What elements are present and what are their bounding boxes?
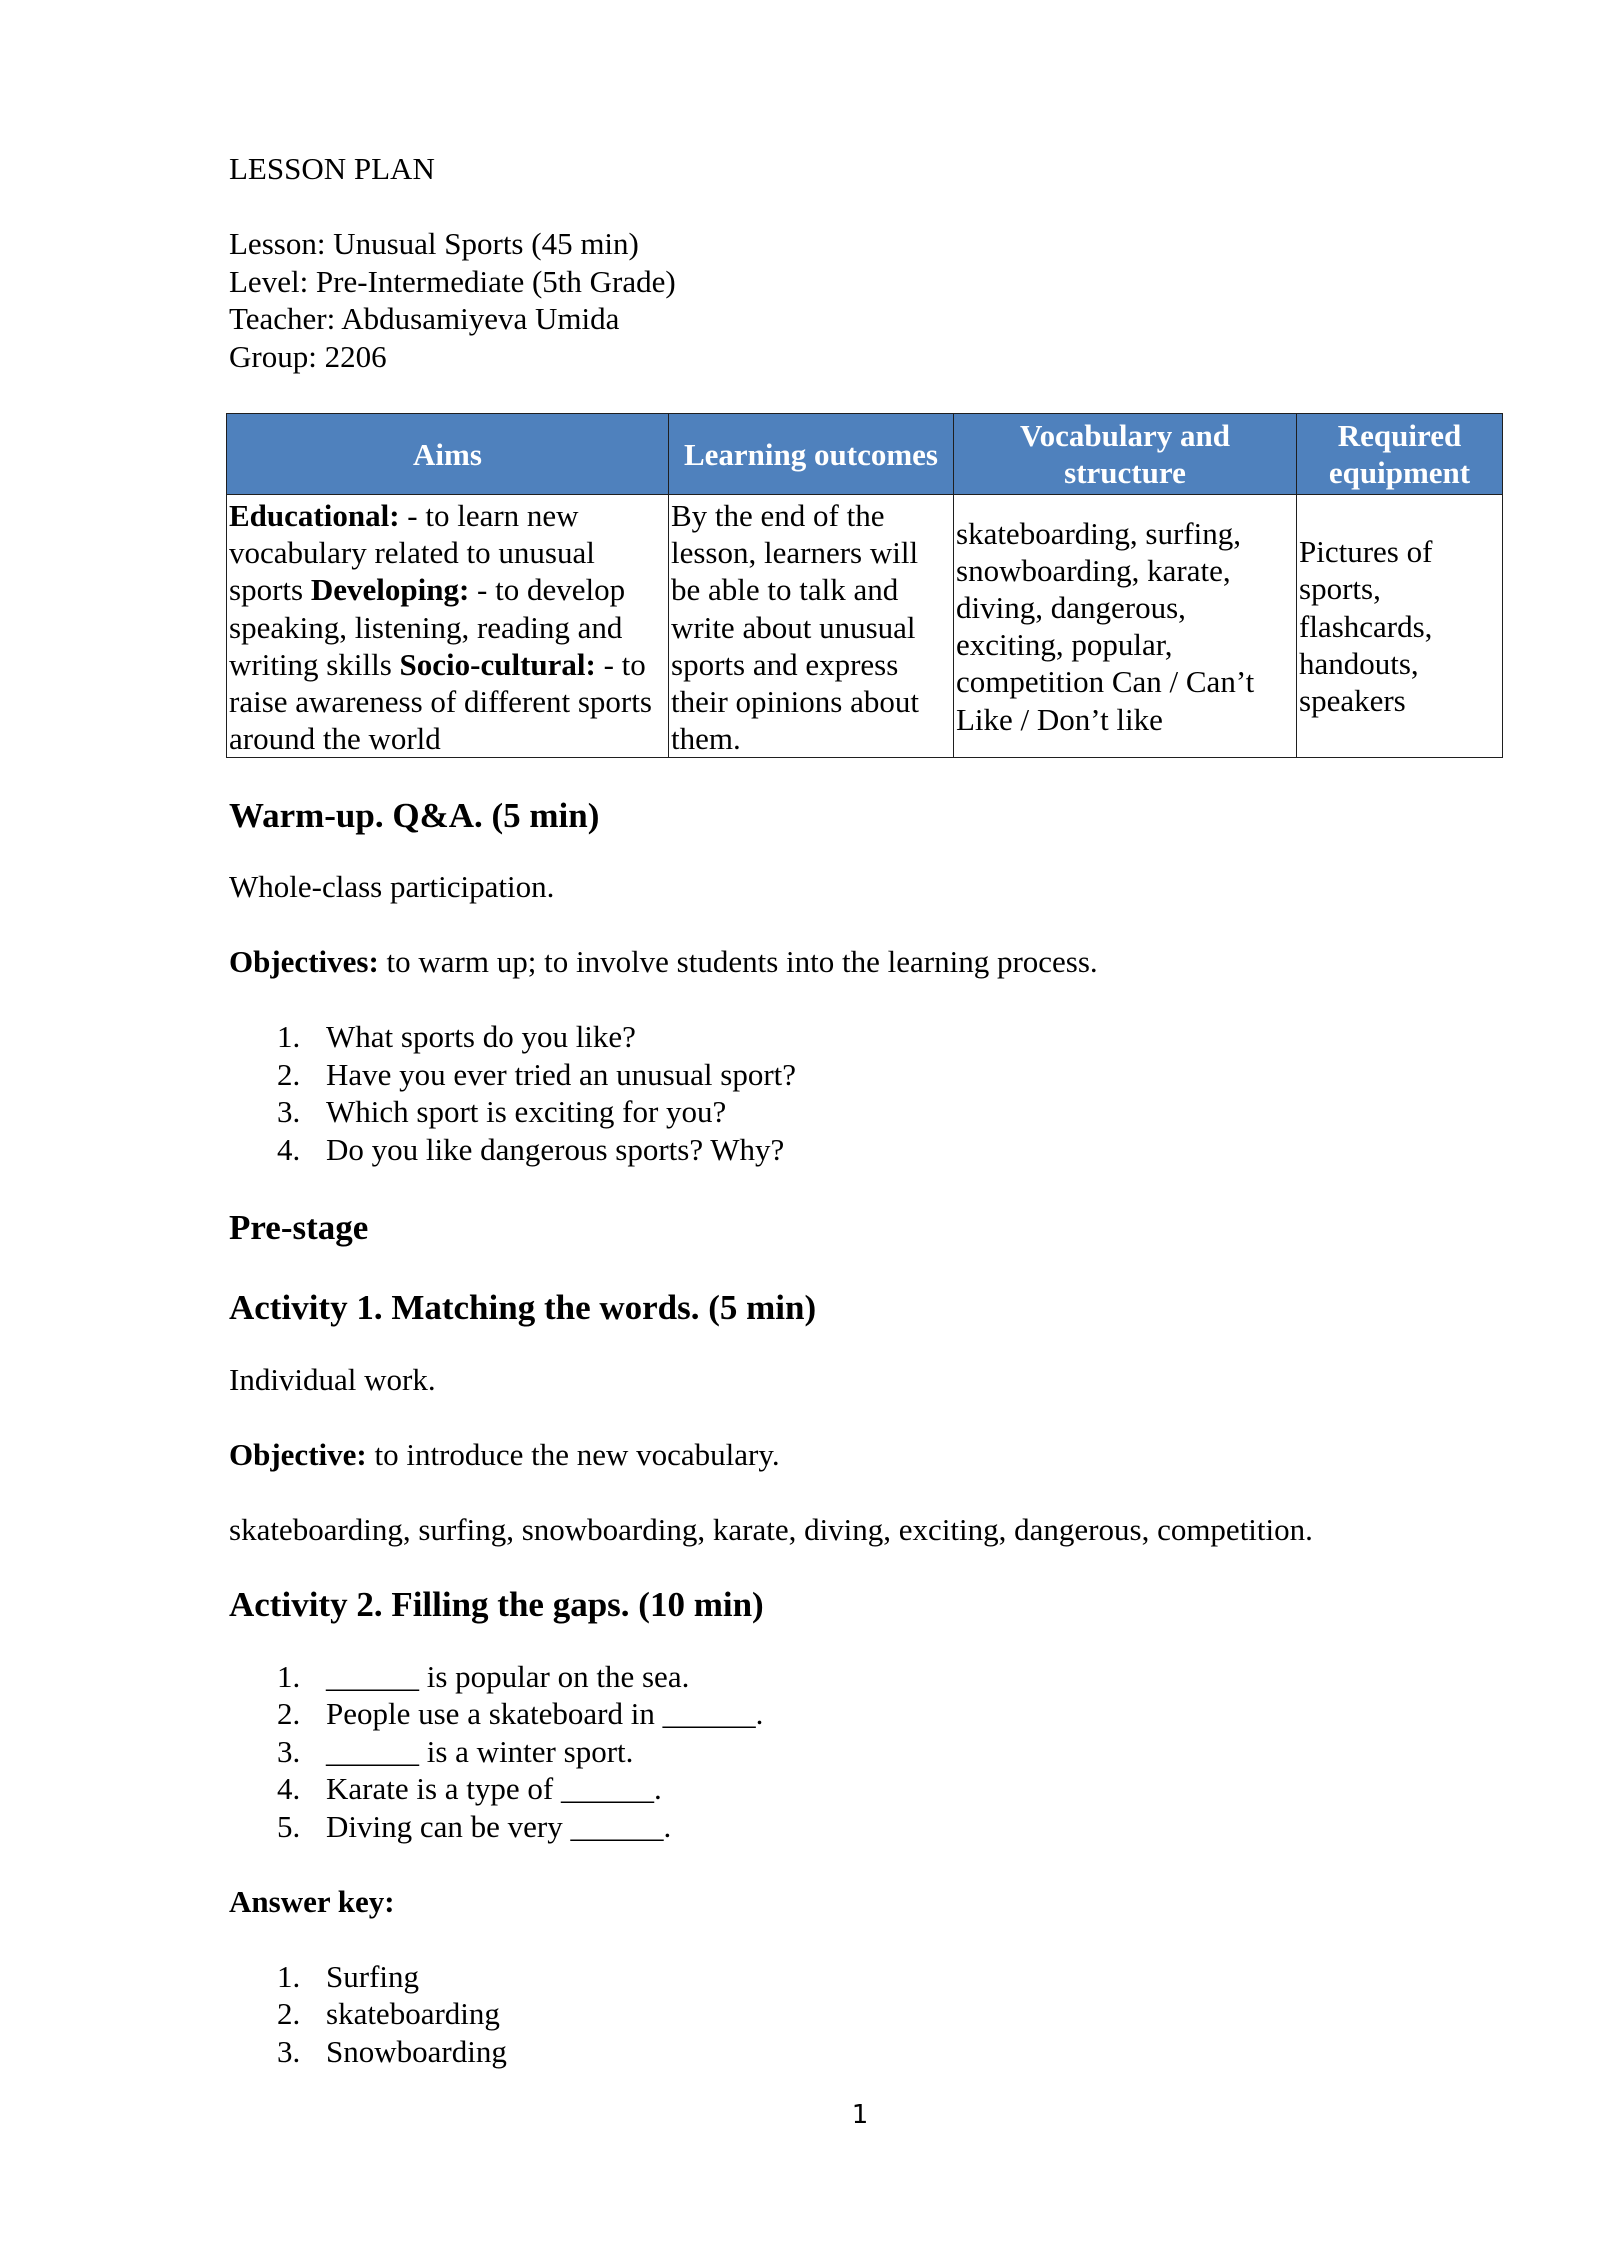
list-item [229,1056,1509,1094]
sociocultural-label: Socio-cultural: [399,646,596,682]
group-info: Group: 2206 [229,338,387,374]
prestage-heading: Pre-stage [229,1208,369,1248]
sociocultural-text: - to raise awareness of different sports around the world [229,646,652,757]
objectives-text: to warm up; to involve students into the learning process. [378,944,1098,980]
activity2-heading: Activity 2. Filling the gaps. (10 min) [229,1584,764,1624]
list-item [229,1808,1509,1846]
list-text: Surfing [326,1958,419,1994]
list-number: 2. [277,1696,301,1732]
list-item [229,1658,1509,1696]
level-info: Level: Pre-Intermediate (5th Grade) [229,263,676,299]
list-text: skateboarding [326,1996,500,2032]
list-item [229,1958,1509,1996]
educational-label: Educational: [229,498,400,533]
developing-text: - to develop speaking, listening, reading and writing skills [229,572,626,682]
activity1-words: skateboarding, surfing, snowboarding, karate, diving, exciting, dangerous, competition. [229,1512,1313,1548]
list-number: 5. [277,1808,301,1844]
answer-key-list [229,1958,1509,2071]
list-number: 4. [277,1771,301,1807]
lesson-info: Lesson: Unusual Sports (45 min) [229,226,639,261]
list-number: 4. [277,1131,301,1167]
list-item [229,1770,1509,1808]
list-text: Have you ever tried an unusual sport? [326,1056,797,1092]
vocabulary-cell: skateboarding, surfing, snowboarding, karate, diving, dangerous, exciting, popular, competition Can / Can’t Like / Don’t like [954,495,1297,758]
activity1-objective [229,1436,1509,1474]
list-text: Karate is a type of ______. [326,1771,662,1807]
list-number: 3. [277,1733,301,1769]
header-learning-outcomes: Learning outcomes [669,414,954,495]
document-title: LESSON PLAN [229,151,435,186]
header-equipment: Required equipment [1297,414,1503,495]
table-row [227,495,1503,758]
answer-key-label [229,1883,1509,1921]
warmup-questions [229,1018,1509,1168]
list-item [229,1018,1509,1056]
document-page [229,150,1509,2070]
list-number: 1. [277,1019,301,1055]
list-number: 3. [277,2033,301,2069]
gap-fill-items [229,1658,1509,1846]
list-text: What sports do you like? [326,1019,636,1055]
list-number: 1. [277,1958,301,1994]
warmup-mode: Whole-class participation. [229,869,555,905]
list-item [229,2033,1509,2071]
warmup-objectives [229,943,1509,981]
list-text: ______ is a winter sport. [326,1733,634,1769]
header-vocabulary: Vocabulary and structure [954,414,1297,495]
outcomes-cell: By the end of the lesson, learners will be able to talk and write about unusual sports and express their opinions about them. [669,495,954,758]
list-text: People use a skateboard in ______. [326,1696,764,1732]
developing-label: Developing: [310,572,470,608]
list-item [229,1695,1509,1733]
warmup-heading: Warm-up. Q&A. (5 min) [229,796,600,836]
objective-label: Objective: [229,1437,367,1473]
list-number: 2. [277,1056,301,1092]
list-number: 1. [277,1658,301,1694]
table-header-row [227,414,1503,495]
list-item [229,1093,1509,1131]
objective-text: to introduce the new vocabulary. [366,1437,780,1473]
list-text: Diving can be very ______. [326,1808,672,1844]
header-aims: Aims [227,414,669,495]
list-number: 3. [277,1094,301,1130]
list-item [229,1995,1509,2033]
activity1-mode: Individual work. [229,1362,436,1398]
equipment-cell: Pictures of sports, flashcards, handouts, speakers [1297,495,1503,758]
activity1-heading: Activity 1. Matching the words. (5 min) [229,1288,817,1328]
answer-key-label-text: Answer key: [229,1883,395,1919]
list-text: Snowboarding [326,2033,507,2069]
list-item [229,1131,1509,1169]
list-text: Which sport is exciting for you? [326,1094,727,1130]
aims-cell [227,495,669,758]
list-text: ______ is popular on the sea. [326,1658,690,1694]
list-item [229,1733,1509,1771]
lesson-plan-table [226,413,1503,758]
educational-text: - to learn new vocabulary related to unusual sports [229,498,595,608]
list-text: Do you like dangerous sports? Why? [326,1131,785,1167]
objectives-label: Objectives: [229,944,379,980]
list-number: 2. [277,1996,301,2032]
page-number: 1 [851,2100,869,2130]
teacher-info: Teacher: Abdusamiyeva Umida [229,301,620,336]
